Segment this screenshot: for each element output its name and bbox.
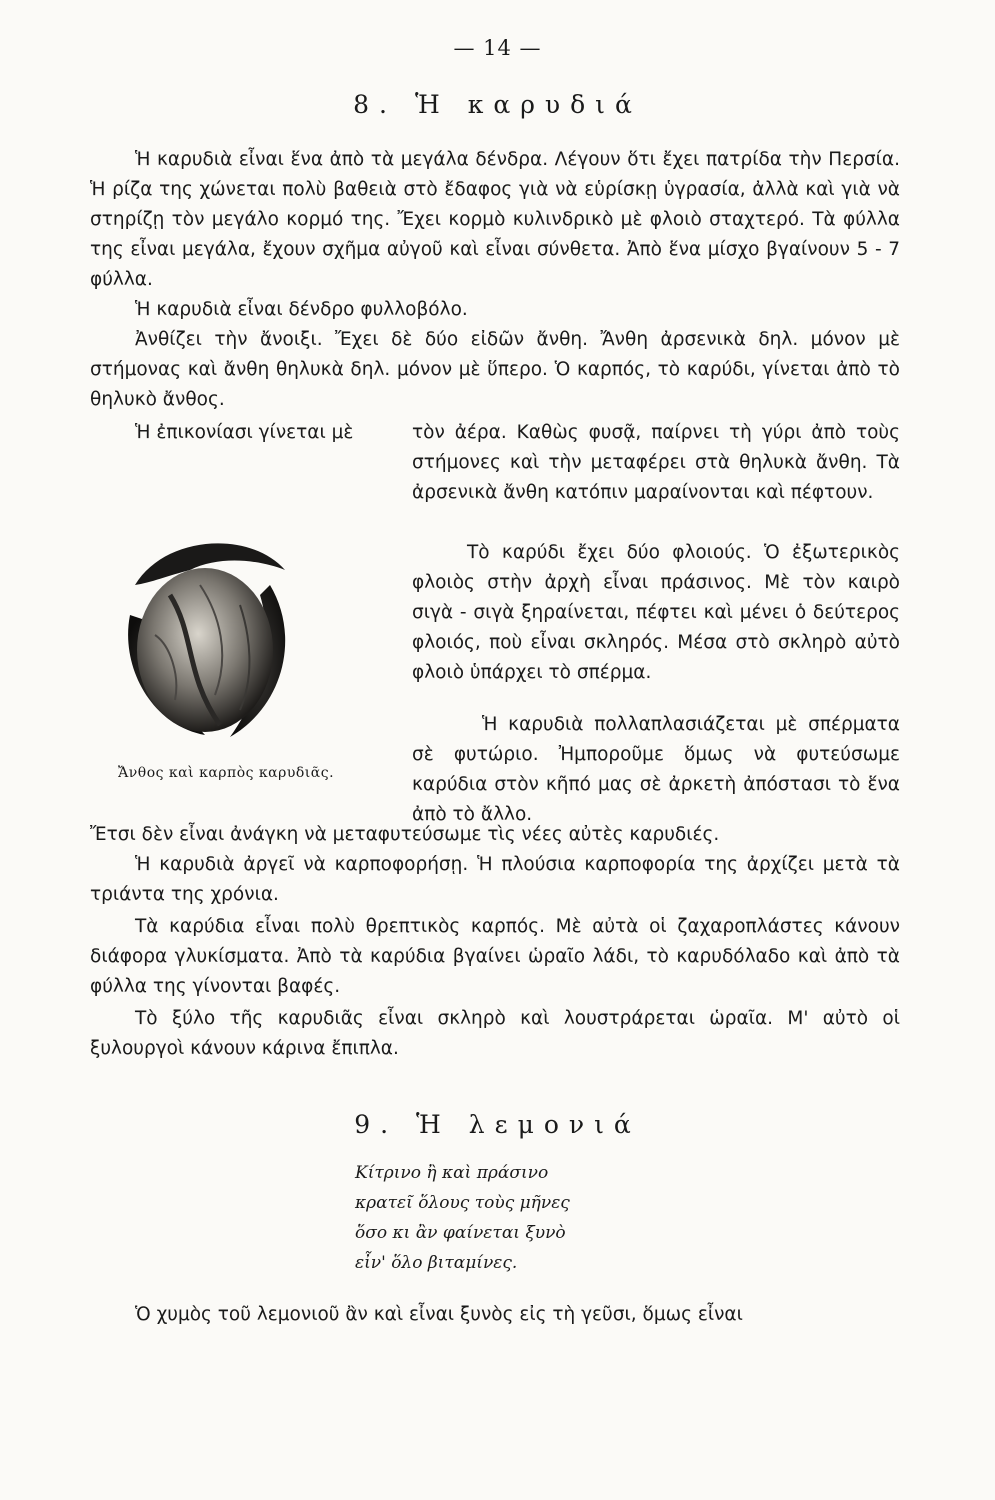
- poem-line: Κίτρινο ἢ καὶ πράσινο: [355, 1163, 549, 1183]
- walnut-illustration: [110, 525, 300, 750]
- paragraph-walnut-intro: Ἡ καρυδιὰ εἶναι ἕνα ἀπὸ τὰ μεγάλα δένδρα. Λέγουν ὅτι ἔχει πατρίδα τὴν Περσία. Ἡ ρίζα της χώνεται πολὺ βαθειὰ στὸ ἔδαφος γιὰ νὰ εὑρίσκῃ ὑγρασία, ἀλλὰ καὶ γιὰ νὰ στηρίζῃ τὸν μεγάλο κορμό της. Ἔχει κορμὸ κυλινδρικὸ μὲ φλοιὸ σταχτερό. Τὰ φύλλα της εἶναι μεγάλα, ἔχουν σχῆμα αὐγοῦ καὶ εἶναι σύνθετα. Ἀπὸ ἕνα μίσχο βγαίνουν 5 - 7 φύλλα.: [90, 149, 900, 290]
- poem-line: εἶν' ὅλο βιταμίνες.: [355, 1253, 518, 1273]
- paragraph-fruiting: Ἡ καρυδιὰ ἀργεῖ νὰ καρποφορήσῃ. Ἡ πλούσια καρποφορία της ἀρχίζει μετὰ τὰ τριάντα της χρόνια.: [90, 854, 900, 905]
- paragraph-deciduous: Ἡ καρυδιὰ εἶναι δένδρο φυλλοβόλο.: [135, 299, 468, 320]
- paragraph-pollination-start: Ἡ ἐπικονίασι γίνεται μὲ: [135, 422, 354, 443]
- paragraph-lemon-juice: Ὁ χυμὸς τοῦ λεμονιοῦ ἂν καὶ εἶναι ξυνὸς εἰς τὴ γεῦσι, ὅμως εἶναι: [135, 1304, 743, 1325]
- paragraph-transplant: Ἔτσι δὲν εἶναι ἀνάγκη νὰ μεταφυτεύσωμε τὶς νέες αὐτὲς καρυδιές.: [90, 824, 720, 845]
- section-title-walnut: 8. Ἡ καρυδιά: [353, 90, 642, 119]
- paragraph-pollination: τὸν ἀέρα. Καθὼς φυσᾷ, παίρνει τὴ γύρι ἀπὸ τοὺς στήμονες καὶ τὴν μεταφέρει στὰ θηλυκὰ ἄνθη. Τὰ ἀρσενικὰ ἄνθη κατόπιν μαραίνονται καὶ πέφτουν.: [412, 422, 900, 503]
- figure-caption: Ἄνθος καὶ καρπὸς καρυδιᾶς.: [118, 765, 335, 781]
- poem-line: ὅσο κι ἂν φαίνεται ξυνὸ: [355, 1223, 566, 1243]
- paragraph-propagation: Ἡ καρυδιὰ πολλαπλασιάζεται μὲ σπέρματα σὲ φυτώριο. Ἠμποροῦμε ὅμως νὰ φυτεύσωμε καρύδια στὸν κῆπό μας σὲ ἀρκετὴ ἀπόστασι τὸ ἕνα ἀπὸ τὸ ἄλλο.: [412, 714, 900, 825]
- paragraph-nutrition: Τὰ καρύδια εἶναι πολὺ θρεπτικὸς καρπός. Μὲ αὐτὰ οἱ ζαχαροπλάστες κάνουν διάφορα γλυκίσματα. Ἀπὸ τὰ καρύδια βγαίνει ὡραῖο λάδι, τὸ καρυδόλαδο καὶ ἀπὸ τὰ φύλλα της γίνονται βαφές.: [90, 916, 900, 997]
- paragraph-wood: Τὸ ξύλο τῆς καρυδιᾶς εἶναι σκληρὸ καὶ λουστράρεται ὡραῖα. Μ' αὐτὸ οἱ ξυλουργοὶ κάνουν κάρινα ἔπιπλα.: [90, 1008, 900, 1059]
- paragraph-flowering: Ἀνθίζει τὴν ἄνοιξι. Ἔχει δὲ δύο εἰδῶν ἄνθη. Ἄνθη ἀρσενικὰ δηλ. μόνον μὲ στήμονας καὶ ἄνθη θηλυκὰ δηλ. μόνον μὲ ὕπερο. Ὁ καρπός, τὸ καρύδι, γίνεται ἀπὸ τὸ θηλυκὸ ἄνθος.: [90, 329, 900, 410]
- section-title-lemon: 9. Ἡ λεμονιά: [354, 1110, 641, 1139]
- page-number: — 14 —: [453, 36, 542, 60]
- poem-line: κρατεῖ ὅλους τοὺς μῆνες: [355, 1193, 570, 1213]
- paragraph-shells: Τὸ καρύδι ἔχει δύο φλοιούς. Ὁ ἐξωτερικὸς φλοιὸς στὴν ἀρχὴ εἶναι πράσινος. Μὲ τὸν καιρὸ σιγὰ - σιγὰ ξηραίνεται, πέφτει καὶ μένει ὁ δεύτερος φλοιός, ποὺ εἶναι σκληρός. Μέσα στὸ σκληρὸ αὐτὸ φλοιὸ ὑπάρχει τὸ σπέρμα.: [412, 542, 900, 683]
- lemon-poem: [355, 1158, 570, 1278]
